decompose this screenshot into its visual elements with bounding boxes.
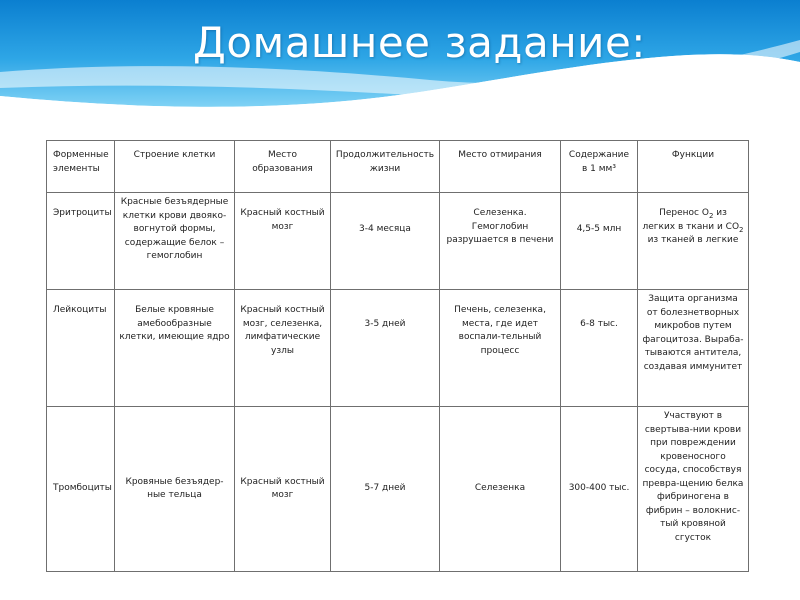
cell-death-place: Селезенка. Гемоглобин разрушается в печени [440, 193, 561, 290]
cell-name: Лейкоциты [47, 290, 115, 407]
cell-death-place: Печень, селезенка, места, где идет воспали-тельный процесс [440, 290, 561, 407]
cell-function: Защита организма от болезнетворных микробов путем фагоцитоза. Выраба-тываются антитела, создавая иммунитет [638, 290, 749, 407]
function-subscript: 2 [708, 211, 714, 220]
cell-name: Эритроциты [47, 193, 115, 290]
cell-structure: Кровяные безъядер-ные тельца [115, 407, 235, 572]
cell-function: Участвуют в свертыва-нии крови при повреждении кровеносного сосуда, способствуя превра-щению белка фибриногена в фибрин – волокнис-тый кровяной сгусток [638, 407, 749, 572]
column-header: Продолжительность жизни [331, 141, 440, 193]
cell-lifespan: 3-4 месяца [331, 193, 440, 290]
table-row [47, 407, 749, 572]
cell-structure: Белые кровяные амебообразные клетки, имеющие ядро [115, 290, 235, 407]
blood-cells-table [46, 140, 749, 572]
column-header: Форменные элементы [47, 141, 115, 193]
column-header: Строение клетки [115, 141, 235, 193]
table-row [47, 193, 749, 290]
function-text: Перенос O [659, 208, 709, 218]
column-header: Место образования [235, 141, 331, 193]
cell-count: 300-400 тыс. [561, 407, 638, 572]
cell-structure: Красные безъядерные клетки крови двояко-вогнутой формы, содержащие белок – гемоглобин [115, 193, 235, 290]
column-header: Место отмирания [440, 141, 561, 193]
function-text: из легких в ткани и CO [642, 208, 740, 232]
column-header: Содержание в 1 мм³ [561, 141, 638, 193]
cell-count: 6-8 тыс. [561, 290, 638, 407]
column-header: Функции [638, 141, 749, 193]
cell-count: 4,5-5 млн [561, 193, 638, 290]
cell-origin: Красный костный мозг, селезенка, лимфатические узлы [235, 290, 331, 407]
table-header-row [47, 141, 749, 193]
cell-death-place: Селезенка [440, 407, 561, 572]
cell-origin: Красный костный мозг [235, 407, 331, 572]
cell-lifespan: 3-5 дней [331, 290, 440, 407]
cell-lifespan: 5-7 дней [331, 407, 440, 572]
function-text: из тканей в легкие [647, 235, 739, 245]
cell-origin: Красный костный мозг [235, 193, 331, 290]
cell-name: Тромбоциты [47, 407, 115, 572]
slide-title: Домашнее задание: [193, 18, 646, 67]
table-row [47, 290, 749, 407]
cell-function [638, 193, 749, 290]
function-subscript: 2 [739, 225, 744, 234]
blood-cells-table-wrapper [46, 140, 749, 572]
